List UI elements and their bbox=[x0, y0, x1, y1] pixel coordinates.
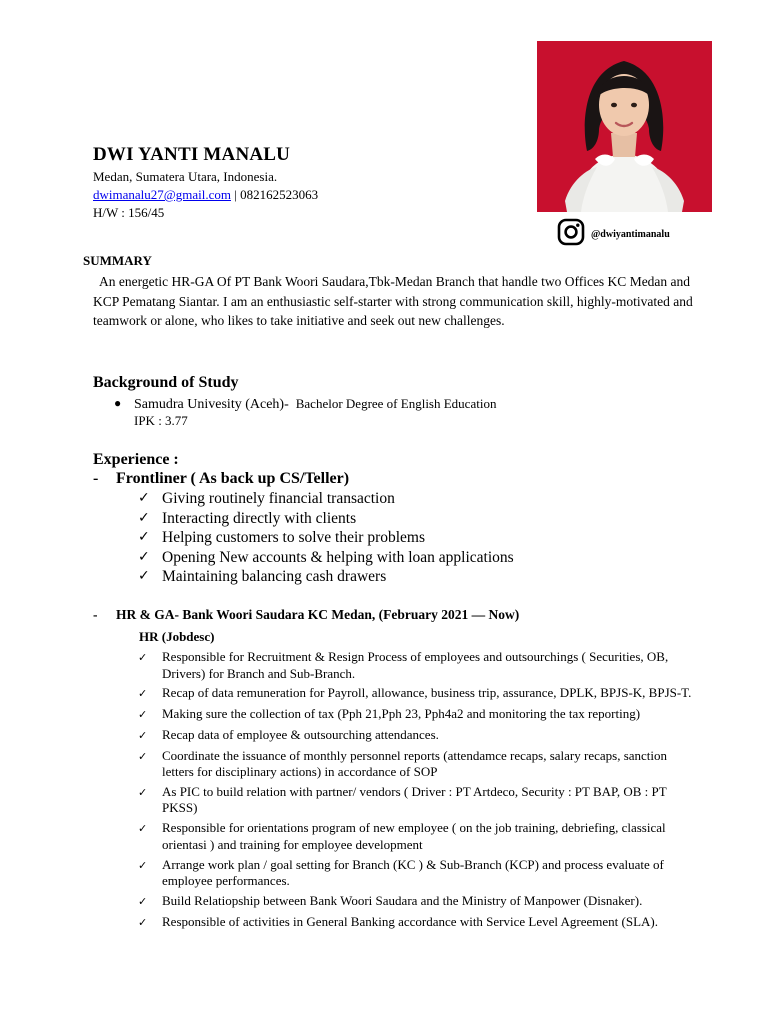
list-item: ✓ As PIC to build relation with partner/ vendors ( Driver : PT Artdeco, Security : PT BAP, OB : PT PKSS) bbox=[138, 783, 667, 816]
list-item: ✓ Recap of data remuneration for Payroll, allowance, business trip, assurance, DPLK, BPJS-K, BPJS-T. bbox=[138, 685, 698, 703]
hr-jobdesc-heading: HR (Jobdesc) bbox=[139, 629, 215, 644]
education-heading: Background of Study bbox=[93, 374, 239, 391]
check-icon: ✓ bbox=[138, 728, 148, 742]
school-name: Samudra Univesity (Aceh)- bbox=[134, 397, 289, 412]
instagram-username: @dwiyantimanalu bbox=[591, 229, 670, 240]
check-icon: ✓ bbox=[138, 687, 148, 701]
height-weight: H/W : 156/45 bbox=[93, 205, 165, 220]
job2-duties bbox=[138, 649, 698, 934]
dash-marker: - bbox=[93, 607, 98, 622]
check-icon: ✓ bbox=[138, 548, 150, 565]
experience-heading: Experience : bbox=[93, 451, 179, 468]
education-entry bbox=[134, 396, 496, 413]
list-item: ✓ Responsible for orientations program of new employee ( on the job training, debriefing, classical orientasi ) and training for employee development bbox=[138, 820, 666, 852]
contact-line bbox=[93, 186, 318, 204]
phone: | 082162523063 bbox=[230, 187, 319, 202]
check-icon: ✓ bbox=[138, 894, 148, 908]
list-item: ✓ Responsible of activities in General Banking accordance with Service Level Agreement (SLA). bbox=[138, 914, 698, 932]
summary-heading: SUMMARY bbox=[83, 253, 152, 268]
list-item: ✓ Arrange work plan / goal setting for Branch (KC ) & Sub-Branch (KCP) and process evaluate of employee performances. bbox=[138, 856, 664, 889]
check-icon: ✓ bbox=[138, 785, 148, 799]
list-item: ✓ Interacting directly with clients bbox=[138, 509, 357, 527]
summary-text: An energetic HR-GA Of PT Bank Woori Saudara,Tbk-Medan Branch that handle two Offices KC Medan and KCP Pematang Siantar. I am an enthusiastic self-starter with strong communication skill, highly-motivated and teamwork or alone, who likes to take initiative and seek out new challenges. bbox=[93, 274, 693, 328]
instagram-icon bbox=[557, 218, 585, 251]
profile-photo bbox=[537, 41, 712, 212]
check-icon: ✓ bbox=[138, 568, 150, 584]
check-icon: ✓ bbox=[138, 708, 148, 722]
list-item: ✓ Build Relatiopship between Bank Woori Saudara and the Ministry of Manpower (Disnaker). bbox=[138, 893, 698, 911]
list-item: ✓ Coordinate the issuance of monthly personnel reports (attendamce recaps, salary recaps, sanction letters for disciplinary actions) in accordance of SOP bbox=[138, 747, 668, 780]
check-icon: ✓ bbox=[138, 509, 150, 526]
bullet-icon: ● bbox=[114, 396, 122, 410]
ipk: IPK : 3.77 bbox=[134, 413, 188, 428]
check-icon: ✓ bbox=[138, 490, 150, 506]
list-item: ✓ Maintaining balancing cash drawers bbox=[138, 568, 387, 585]
list-item: ✓ Helping customers to solve their problems bbox=[138, 529, 426, 546]
job1-duties bbox=[138, 489, 514, 587]
list-item: ✓ Opening New accounts & helping with loan applications bbox=[138, 548, 514, 566]
location: Medan, Sumatera Utara, Indonesia. bbox=[93, 169, 278, 184]
check-icon: ✓ bbox=[138, 915, 148, 929]
check-icon: ✓ bbox=[138, 749, 148, 763]
list-item: ✓ Making sure the collection of tax (Pph 21,Pph 23, Pph4a2 and monitoring the tax reporting) bbox=[138, 706, 698, 724]
degree: Bachelor Degree of English Education bbox=[295, 396, 497, 411]
check-icon: ✓ bbox=[138, 822, 148, 836]
job-title-hr-ga bbox=[93, 607, 519, 623]
list-item: ✓ Responsible for Recruitment & Resign Process of employees and outsourchings ( Securities, OB, Drivers) for Branch and Sub-Branch. bbox=[138, 649, 669, 681]
email-link[interactable]: dwimanalu27@gmail.com bbox=[93, 187, 231, 202]
check-icon: ✓ bbox=[138, 651, 148, 664]
instagram-handle bbox=[557, 218, 670, 251]
job1-title-text: Frontliner ( As back up CS/Teller) bbox=[116, 470, 350, 487]
check-icon: ✓ bbox=[138, 858, 148, 872]
candidate-name: DWI YANTI MANALU bbox=[93, 144, 291, 165]
job-title-frontliner bbox=[93, 470, 349, 488]
job2-title-text: HR & GA- Bank Woori Saudara KC Medan, (February 2021 — Now) bbox=[116, 607, 520, 622]
list-item: ✓ Giving routinely financial transaction bbox=[138, 490, 395, 507]
list-item: ✓ Recap data of employee & outsourching attendances. bbox=[138, 727, 698, 745]
check-icon: ✓ bbox=[138, 529, 150, 545]
dash-marker: - bbox=[93, 470, 99, 487]
